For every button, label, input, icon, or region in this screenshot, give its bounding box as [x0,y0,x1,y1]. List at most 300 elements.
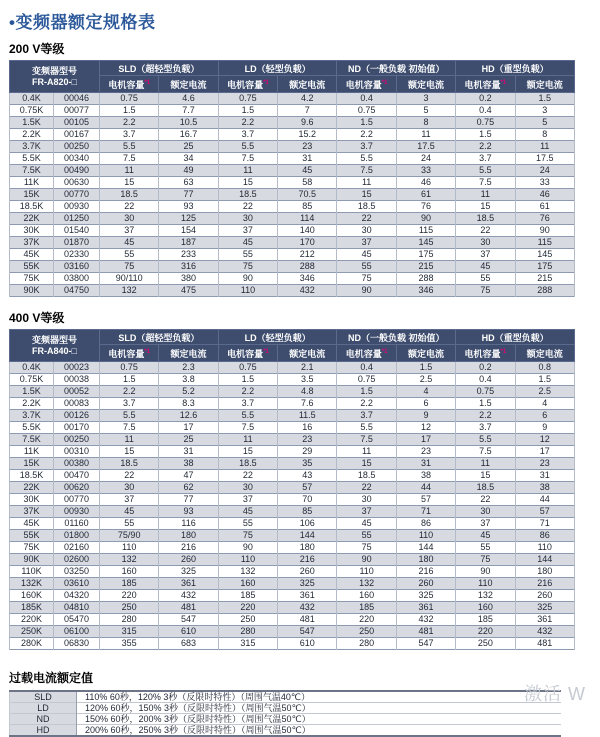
spec-row [10,153,575,165]
code-cell: 00930 [54,201,100,213]
value-cell: 22 [337,482,396,494]
value-cell: 481 [396,626,455,638]
value-cell: 70 [278,494,337,506]
value-cell: 90 [218,273,277,285]
overload-row [10,703,562,714]
value-cell: 22 [218,470,277,482]
value-cell: 37 [218,494,277,506]
value-cell: 12 [515,434,574,446]
footnote-marker: *1 [381,348,388,355]
value-cell: 144 [396,542,455,554]
value-cell: 361 [396,602,455,614]
value-cell: 0.75 [218,362,277,374]
value-cell: 37 [218,225,277,237]
value-cell: 37 [337,237,396,249]
value-cell: 55 [456,273,515,285]
value-cell: 8.3 [159,398,218,410]
code-cell: 04320 [54,590,100,602]
value-cell: 1.5 [218,374,277,386]
value-cell: 154 [159,225,218,237]
value-cell: 160 [218,578,277,590]
value-cell: 361 [515,614,574,626]
code-cell: 00077 [54,105,100,117]
value-cell: 85 [278,506,337,518]
value-cell: 2.3 [159,362,218,374]
value-cell: 481 [515,638,574,650]
value-cell: 7.5 [100,422,159,434]
value-cell: 25 [159,434,218,446]
value-cell: 180 [396,554,455,566]
code-cell: 01250 [54,213,100,225]
value-cell: 212 [278,249,337,261]
value-cell: 215 [515,273,574,285]
spec-row [10,129,575,141]
footnote-marker: *1 [381,79,388,86]
overload-rating-value: 200% 60秒，250% 3秒（反限时特性）（周围气温50℃） [85,725,311,735]
value-cell: 432 [515,626,574,638]
spec-row [10,482,575,494]
value-cell: 260 [515,590,574,602]
value-cell: 0.2 [456,362,515,374]
spec-row [10,105,575,117]
capacity-header: 电机容量$^{*1}$ [218,345,277,362]
value-cell: 62 [159,482,218,494]
spec-row [10,165,575,177]
value-cell: 1.5 [456,398,515,410]
code-cell: 03610 [54,578,100,590]
value-cell: 216 [396,566,455,578]
value-cell: 33 [515,177,574,189]
value-cell: 11 [337,177,396,189]
value-cell: 110 [456,578,515,590]
value-cell: 12.6 [159,410,218,422]
code-cell: 01870 [54,237,100,249]
value-cell: 2.2 [100,117,159,129]
value-cell: 106 [278,518,337,530]
code-cell: 00490 [54,165,100,177]
value-cell: 75 [456,554,515,566]
value-cell: 2.1 [278,362,337,374]
value-cell: 2.2 [337,398,396,410]
model-cell: 22K [10,482,54,494]
value-cell: 75 [337,273,396,285]
value-cell: 180 [159,530,218,542]
model-cell: 55K [10,530,54,542]
value-cell: 90/110 [100,273,159,285]
model-header [10,330,100,362]
value-cell: 0.75 [100,93,159,105]
value-cell: 5.5 [100,410,159,422]
model-cell: 11K [10,446,54,458]
current-header: 额定电流 [515,345,574,362]
value-cell: 110 [396,530,455,542]
value-cell: 18.5 [337,470,396,482]
value-cell: 0.75 [456,386,515,398]
value-cell: 7 [278,105,337,117]
value-cell: 5.5 [456,434,515,446]
code-cell: 03250 [54,566,100,578]
value-cell: 187 [159,237,218,249]
current-header: 额定电流 [396,345,455,362]
value-cell: 33 [396,165,455,177]
value-cell: 34 [159,153,218,165]
model-cell: 5.5K [10,422,54,434]
model-cell: 3.7K [10,410,54,422]
value-cell: 70.5 [278,189,337,201]
value-cell: 6 [515,410,574,422]
spec-row [10,578,575,590]
value-cell: 315 [100,626,159,638]
value-cell: 1.5 [396,362,455,374]
value-cell: 22 [456,225,515,237]
value-cell: 22 [456,494,515,506]
value-cell: 45 [218,506,277,518]
code-cell: 02160 [54,542,100,554]
value-cell: 7.5 [337,165,396,177]
value-cell: 37 [456,249,515,261]
spec-row [10,285,575,297]
value-cell: 132 [337,578,396,590]
model-cell: 0.4K [10,362,54,374]
load-group-row [10,330,575,345]
current-header: 额定电流 [159,345,218,362]
value-cell: 0.8 [515,362,574,374]
value-cell: 30 [100,482,159,494]
value-cell: 85 [278,201,337,213]
value-cell: 15 [456,470,515,482]
value-cell: 125 [159,213,218,225]
value-cell: 610 [159,626,218,638]
value-cell: 31 [396,458,455,470]
footnote-marker: *1 [500,79,507,86]
code-cell: 00083 [54,398,100,410]
spec-row [10,554,575,566]
value-cell: 57 [515,506,574,518]
model-cell: 220K [10,614,54,626]
value-cell: 45 [456,530,515,542]
value-cell: 432 [396,614,455,626]
value-cell: 325 [515,602,574,614]
overload-table-body [10,691,562,736]
model-cell: 75K [10,542,54,554]
spec-row [10,410,575,422]
value-cell: 4.6 [159,93,218,105]
spec-row [10,201,575,213]
code-cell: 00167 [54,129,100,141]
value-cell: 220 [456,626,515,638]
code-cell: 01160 [54,518,100,530]
value-cell: 260 [396,578,455,590]
value-cell: 132 [218,566,277,578]
load-group-sld: SLD（超轻型负载） [100,61,219,76]
model-cell: 7.5K [10,434,54,446]
value-cell: 3 [396,93,455,105]
value-cell: 361 [278,590,337,602]
value-cell: 61 [396,189,455,201]
value-cell: 3.5 [278,374,337,386]
value-cell: 15 [100,446,159,458]
value-cell: 115 [515,237,574,249]
value-cell: 23 [396,446,455,458]
value-cell: 22 [218,201,277,213]
value-cell: 325 [278,578,337,590]
model-cell: 30K [10,494,54,506]
value-cell: 58 [278,177,337,189]
value-cell: 90 [337,285,396,297]
value-cell: 160 [100,566,159,578]
current-header: 额定电流 [515,76,574,93]
value-cell: 4.8 [278,386,337,398]
model-cell: 45K [10,249,54,261]
value-cell: 3.8 [159,374,218,386]
value-cell: 55 [456,542,515,554]
model-label: 变频器型号 [32,334,78,345]
value-cell: 75/90 [100,530,159,542]
value-cell: 38 [396,470,455,482]
value-cell: 0.4 [456,105,515,117]
spec-row [10,530,575,542]
value-cell: 0.75 [337,105,396,117]
value-cell: 2.2 [218,117,277,129]
overload-table [9,690,561,737]
code-cell: 00310 [54,446,100,458]
value-cell: 37 [100,225,159,237]
capacity-header: 电机容量$^{*1}$ [100,345,159,362]
footnote-marker: *1 [500,348,507,355]
overload-load-label: ND [10,714,77,725]
value-cell: 35 [278,458,337,470]
value-cell: 185 [218,590,277,602]
value-cell: 24 [515,165,574,177]
value-cell: 2.2 [218,386,277,398]
capacity-header: 电机容量$^{*1}$ [337,345,396,362]
value-cell: 8 [515,129,574,141]
value-cell: 18.5 [456,482,515,494]
value-cell: 110 [337,566,396,578]
value-cell: 7.5 [218,153,277,165]
value-cell: 17 [396,434,455,446]
model-cell: 18.5K [10,201,54,213]
value-cell: 3.7 [218,129,277,141]
value-cell: 11 [456,458,515,470]
value-cell: 1.5 [100,105,159,117]
spec-row [10,470,575,482]
value-cell: 260 [159,554,218,566]
footnote-marker: *1 [263,79,269,86]
value-cell: 7.5 [100,153,159,165]
overload-rating-value: 110% 60秒，120% 3秒（反限时特性）（周围气温40℃） [85,692,311,702]
value-cell: 1.5 [100,374,159,386]
value-cell: 30 [218,213,277,225]
value-cell: 24 [396,153,455,165]
value-cell: 175 [515,261,574,273]
value-cell: 315 [218,638,277,650]
value-cell: 11 [515,141,574,153]
value-cell: 140 [278,225,337,237]
value-cell: 15.2 [278,129,337,141]
watermark: 激活 W [524,684,586,704]
value-cell: 144 [515,554,574,566]
value-cell: 346 [396,285,455,297]
load-group-nd: ND（一般负载 初始值） [337,330,456,345]
model-cell: 1.5K [10,386,54,398]
model-cell: 15K [10,189,54,201]
value-cell: 17.5 [396,141,455,153]
value-cell: 29 [278,446,337,458]
value-cell: 160 [456,602,515,614]
model-cell: 7.5K [10,165,54,177]
value-cell: 43 [278,470,337,482]
value-cell: 1.5 [456,129,515,141]
value-cell: 0.4 [456,374,515,386]
spec-row [10,614,575,626]
value-cell: 547 [396,638,455,650]
spec-row [10,506,575,518]
value-cell: 4 [396,386,455,398]
value-cell: 0.4 [337,362,396,374]
capacity-header: 电机容量$^{*1}$ [100,76,159,93]
value-cell: 5.2 [159,386,218,398]
table-200v-body [10,93,575,297]
value-cell: 316 [159,261,218,273]
model-cell: 185K [10,602,54,614]
spec-row [10,93,575,105]
section-overload-label: 过载电流额定值 [9,671,94,685]
value-cell: 132 [100,285,159,297]
value-cell: 5.5 [337,153,396,165]
code-cell: 06100 [54,626,100,638]
value-cell: 185 [100,578,159,590]
page-title: •变频器额定规格表 [9,13,156,32]
value-cell: 16 [278,422,337,434]
code-cell: 00930 [54,506,100,518]
value-cell: 3.7 [100,129,159,141]
value-cell: 55 [337,530,396,542]
spec-row [10,458,575,470]
value-cell: 7.6 [278,398,337,410]
code-cell: 04750 [54,285,100,297]
value-cell: 30 [456,237,515,249]
value-cell: 4.2 [278,93,337,105]
value-cell: 11.5 [278,410,337,422]
value-cell: 547 [278,626,337,638]
value-cell: 77 [159,494,218,506]
value-cell: 216 [278,554,337,566]
value-cell: 55 [218,249,277,261]
value-cell: 71 [396,506,455,518]
value-cell: 432 [278,285,337,297]
value-cell: 145 [396,237,455,249]
value-cell: 5.5 [218,141,277,153]
value-cell: 7.7 [159,105,218,117]
code-cell: 00170 [54,422,100,434]
value-cell: 55 [100,518,159,530]
value-cell: 110 [515,542,574,554]
value-cell: 4 [515,398,574,410]
value-cell: 30 [218,482,277,494]
model-cell: 0.75K [10,374,54,386]
model-cell: 132K [10,578,54,590]
value-cell: 3 [515,105,574,117]
load-group-row [10,61,575,76]
value-cell: 11 [218,165,277,177]
value-cell: 216 [159,542,218,554]
spec-row [10,542,575,554]
value-cell: 1.5 [515,93,574,105]
overload-load-label: HD [10,725,77,737]
value-cell: 22 [100,201,159,213]
value-cell: 233 [159,249,218,261]
overload-row [10,714,562,725]
current-header: 额定电流 [278,345,337,362]
value-cell: 23 [278,141,337,153]
load-group-ld: LD（轻型负载） [218,61,337,76]
value-cell: 0.75 [337,374,396,386]
model-cell: 2.2K [10,398,54,410]
model-cell: 1.5K [10,117,54,129]
model-cell: 18.5K [10,470,54,482]
section-400v-label: 400 V等级 [9,311,65,325]
model-cell: 280K [10,638,54,650]
value-cell: 16.7 [159,129,218,141]
code-cell: 00038 [54,374,100,386]
value-cell: 145 [515,249,574,261]
overload-load-label: SLD [10,691,77,703]
value-cell: 250 [218,614,277,626]
value-cell: 18.5 [337,201,396,213]
spec-row [10,273,575,285]
value-cell: 76 [396,201,455,213]
value-cell: 18.5 [218,189,277,201]
code-cell: 06830 [54,638,100,650]
value-cell: 23 [278,434,337,446]
value-cell: 15 [100,177,159,189]
code-cell: 00046 [54,93,100,105]
model-cell: 90K [10,554,54,566]
value-cell: 11 [456,189,515,201]
code-cell: 03800 [54,273,100,285]
value-cell: 180 [515,566,574,578]
value-cell: 17.5 [515,153,574,165]
model-cell: 250K [10,626,54,638]
load-group-sld: SLD（超轻型负载） [100,330,219,345]
value-cell: 31 [278,153,337,165]
spec-row [10,434,575,446]
value-cell: 30 [456,506,515,518]
model-cell: 90K [10,285,54,297]
value-cell: 30 [100,213,159,225]
model-header [10,61,100,93]
code-cell: 02600 [54,554,100,566]
value-cell: 15 [337,189,396,201]
value-cell: 9 [515,422,574,434]
value-cell: 37 [100,494,159,506]
table-200v [9,60,575,297]
value-cell: 220 [337,614,396,626]
value-cell: 5.5 [456,165,515,177]
model-cell: 30K [10,225,54,237]
value-cell: 260 [278,566,337,578]
value-cell: 3.7 [337,141,396,153]
code-cell: 01540 [54,225,100,237]
value-cell: 30 [337,225,396,237]
value-cell: 1.5 [515,374,574,386]
value-cell: 547 [159,614,218,626]
overload-rating-value: 150% 60秒，200% 3秒（反限时特性）（周围气温50℃） [85,714,311,724]
value-cell: 61 [515,201,574,213]
value-cell: 160 [337,590,396,602]
value-cell: 77 [159,189,218,201]
